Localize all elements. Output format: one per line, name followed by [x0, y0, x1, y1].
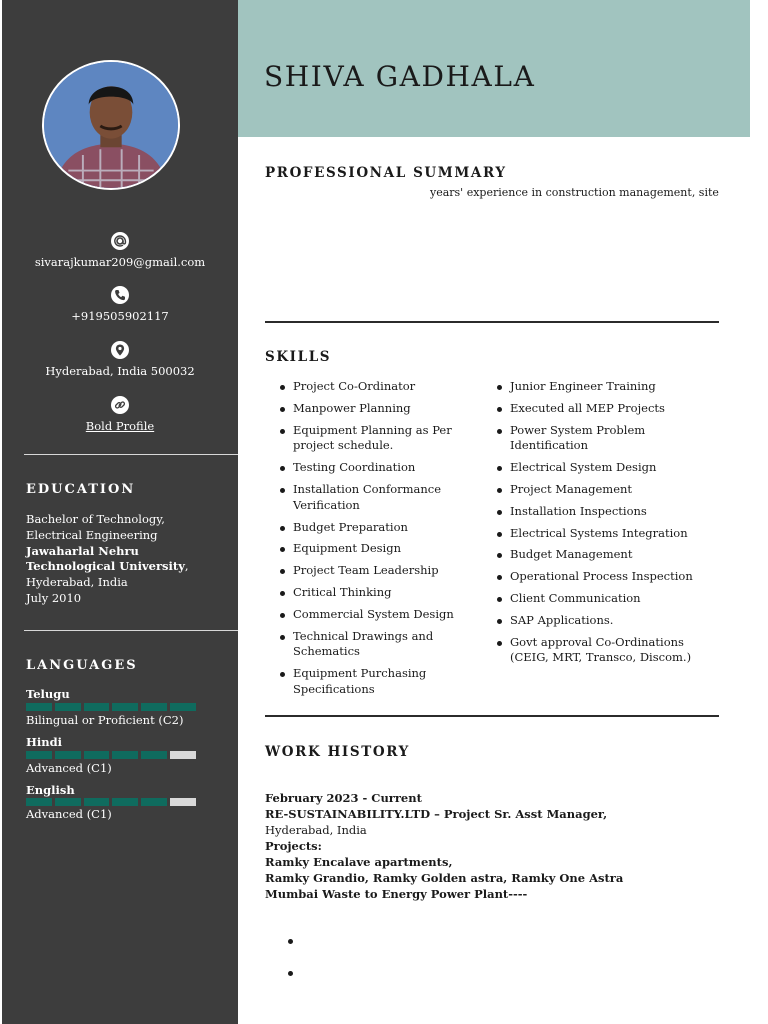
proficiency-segment [112, 798, 138, 806]
language-level: Advanced (C1) [26, 761, 112, 775]
skill-item: Manpower Planning [279, 401, 494, 417]
proficiency-segment [170, 703, 196, 711]
skill-item: Junior Engineer Training [496, 379, 718, 395]
skill-item: Testing Coordination [279, 460, 494, 476]
proficiency-segment [170, 798, 196, 806]
summary-heading: PROFESSIONAL SUMMARY [265, 165, 507, 181]
skill-item: Critical Thinking [279, 585, 494, 601]
project-line: Ramky Encalave apartments, [265, 855, 453, 869]
at-sign-icon [111, 232, 129, 250]
languages-heading: LANGUAGES [26, 658, 138, 673]
empty-bullet [288, 939, 293, 944]
empty-bullet [288, 971, 293, 976]
name-header [238, 0, 750, 137]
language-level: Bilingual or Proficient (C2) [26, 713, 184, 727]
skill-item: Electrical Systems Integration [496, 526, 718, 542]
language-proficiency-bar [26, 751, 196, 759]
skill-item: Operational Process Inspection [496, 569, 718, 585]
bold-profile-link[interactable]: Bold Profile [85, 419, 155, 433]
proficiency-segment [84, 751, 110, 759]
proficiency-segment [26, 798, 52, 806]
skill-item: Executed all MEP Projects [496, 401, 718, 417]
map-pin-icon [111, 341, 129, 359]
proficiency-segment [55, 798, 81, 806]
skills-list-right [496, 379, 718, 672]
work-history-heading: WORK HISTORY [265, 744, 410, 760]
language-name: English [26, 783, 75, 797]
email-text[interactable]: sivarajkumar209@gmail.com [34, 255, 206, 269]
phone-icon [111, 286, 129, 304]
projects-label: Projects: [265, 839, 322, 853]
skills-list-left [279, 379, 494, 704]
skill-item: Budget Preparation [279, 520, 494, 536]
link-icon [111, 396, 129, 414]
proficiency-segment [55, 751, 81, 759]
section-divider [265, 715, 719, 717]
skill-item: Commercial System Design [279, 607, 494, 623]
skill-item: Power System Problem Identification [496, 423, 718, 455]
skill-item: Electrical System Design [496, 460, 718, 476]
proficiency-segment [55, 703, 81, 711]
profile-photo [42, 60, 180, 190]
skill-item: Installation Inspections [496, 504, 718, 520]
skill-item: Installation Conformance Verification [279, 482, 494, 514]
summary-text: years' experience in construction management, site [430, 186, 719, 199]
project-line: Ramky Grandio, Ramky Golden astra, Ramky One Astra [265, 871, 624, 885]
proficiency-segment [141, 751, 167, 759]
sidebar-divider-2 [24, 630, 238, 631]
skill-item: Equipment Design [279, 541, 494, 557]
location-contact [2, 341, 238, 378]
proficiency-segment [112, 703, 138, 711]
skills-heading: SKILLS [265, 349, 332, 365]
work-dates: February 2023 - Current [265, 791, 422, 805]
skill-item: Project Team Leadership [279, 563, 494, 579]
degree-line: Bachelor of Technology, [26, 512, 165, 526]
proficiency-segment [84, 798, 110, 806]
education-heading: EDUCATION [26, 482, 136, 497]
avatar [44, 62, 178, 188]
skill-item: Equipment Purchasing Specifications [279, 666, 494, 698]
language-name: Telugu [26, 687, 70, 701]
proficiency-segment [112, 751, 138, 759]
work-entry [265, 790, 719, 902]
skill-item: Technical Drawings and Schematics [279, 629, 494, 661]
skill-item: Budget Management [496, 547, 718, 563]
school-line-2: Technological University, [26, 559, 189, 574]
location-text: Hyderabad, India 500032 [45, 364, 195, 378]
sidebar-divider [24, 454, 238, 455]
proficiency-segment [141, 703, 167, 711]
education-city: Hyderabad, India [26, 575, 128, 590]
language-proficiency-bar [26, 703, 196, 711]
phone-contact [2, 286, 238, 323]
skill-item: Client Communication [496, 591, 718, 607]
skill-item: Equipment Planning as Per project schedule. [279, 423, 494, 455]
skill-item: SAP Applications. [496, 613, 718, 629]
work-company-role: RE-SUSTAINABILITY.LTD – Project Sr. Asst Manager, [265, 807, 608, 821]
language-proficiency-bar [26, 798, 196, 806]
education-date: July 2010 [26, 590, 82, 605]
candidate-name: SHIVA GADHALA [264, 60, 536, 93]
skill-item: Project Management [496, 482, 718, 498]
school-line: Jawaharlal Nehru [26, 543, 139, 558]
section-divider [265, 321, 719, 323]
major-line: Electrical Engineering [26, 527, 158, 542]
proficiency-segment [84, 703, 110, 711]
proficiency-segment [26, 703, 52, 711]
sidebar [2, 0, 238, 1024]
skill-item: Govt approval Co-Ordinations (CEIG, MRT, Transco, Discom.) [496, 635, 718, 667]
proficiency-segment [26, 751, 52, 759]
language-name: Hindi [26, 735, 63, 749]
education-entry [26, 512, 226, 607]
proficiency-segment [170, 751, 196, 759]
phone-text[interactable]: +919505902117 [71, 309, 169, 323]
profile-link-contact [2, 396, 238, 433]
email-contact [2, 232, 238, 269]
proficiency-segment [141, 798, 167, 806]
language-level: Advanced (C1) [26, 807, 112, 821]
work-location: Hyderabad, India [265, 823, 367, 837]
skill-item: Project Co-Ordinator [279, 379, 494, 395]
project-line: Mumbai Waste to Energy Power Plant---- [265, 887, 528, 901]
